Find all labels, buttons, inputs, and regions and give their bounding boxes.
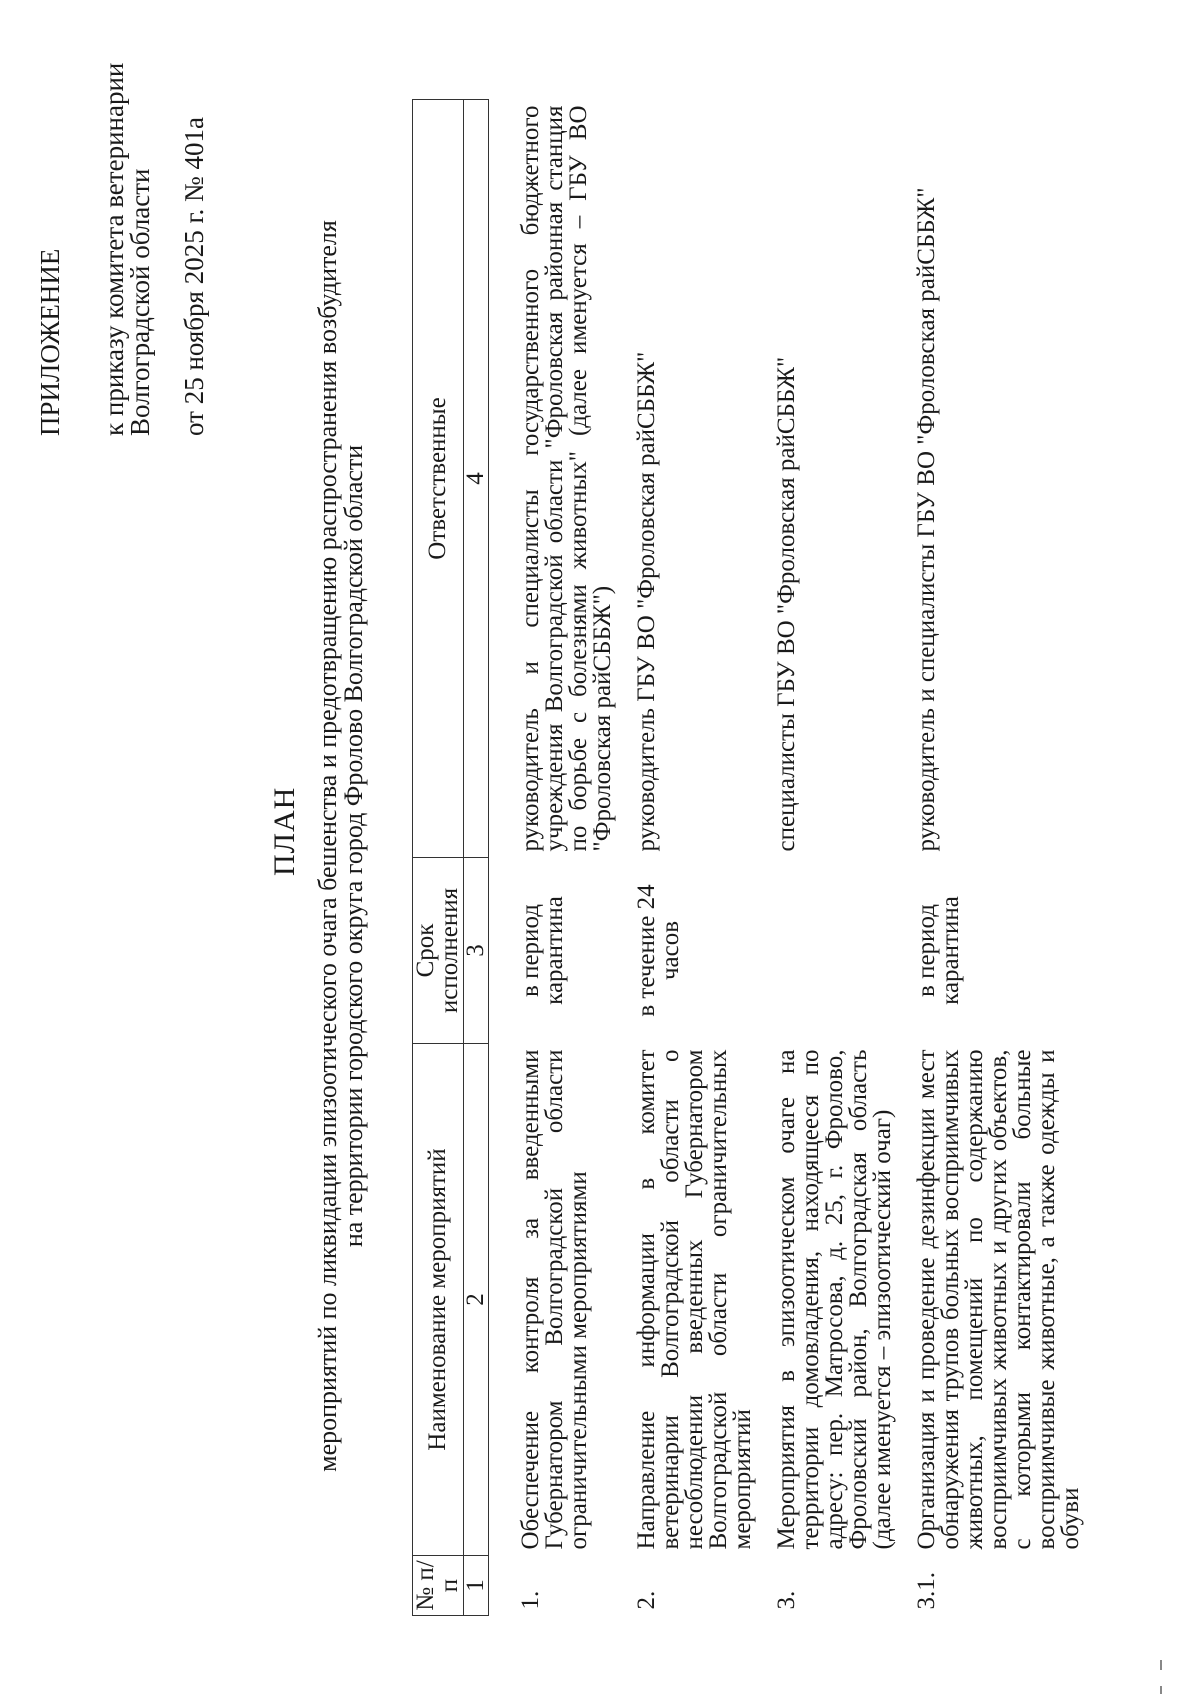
row-term: в течение 24 часов <box>633 884 684 1017</box>
row-term: в период карантина <box>517 896 568 1005</box>
table-row <box>489 100 630 1616</box>
table-row <box>769 100 909 1616</box>
row-name: Мероприятия в эпизоотическом очаге на территории домовладения, находящееся по адресу: пер. Матросова, д. 25, г. Фролово, Фроловский район, Волгоградская область (далее именуется – эпизоотический очаг) <box>773 1049 896 1550</box>
row-responsible: руководитель ГБУ ВО "Фроловская райСББЖ" <box>633 351 660 852</box>
row-number: 1. <box>517 1590 544 1610</box>
header-responsible: Ответственные <box>413 100 464 858</box>
order-line-2: Волгоградской области <box>125 168 155 436</box>
order-date: от 25 ноября 2025 г. № 401а <box>179 117 209 436</box>
row-name: Направление информации в комитет ветеринарии Волгоградской области о несоблюдении введенных Губернатором Волгоградской области ограничительных мероприятий <box>633 1049 756 1550</box>
table-header-row <box>413 100 464 1616</box>
plan-table <box>412 99 1097 1616</box>
row-name: Обеспечение контроля за введенными Губернатором Волгоградской области ограничительными мероприятиями <box>517 1049 592 1550</box>
row-name: Организация и проведение дезинфекции мест обнаружения трупов больных восприимчивых животных, помещений по содержанию восприимчивых животных и других объектов, с которыми контактировали больные восприимчивые животные, а также одежды и обуви <box>913 1049 1084 1550</box>
plan-subtitle-line-1: мероприятий по ликвидации эпизоотического очага бешенства и предотвращению распространения возбудителя <box>313 220 342 1472</box>
table-row <box>909 100 1097 1616</box>
row-responsible: специалисты ГБУ ВО "Фроловская райСББЖ" <box>773 356 800 852</box>
scan-mark <box>1160 1660 1162 1670</box>
plan-subtitle-line-2: на территории городского округа город Фролово Волгоградской области <box>339 444 368 1248</box>
column-number: 3 <box>464 858 489 1044</box>
appendix-label: ПРИЛОЖЕНИЕ <box>35 248 65 436</box>
row-term <box>769 858 909 1044</box>
column-number-row <box>464 100 489 1616</box>
column-number: 2 <box>464 1044 489 1556</box>
row-responsible: руководитель и специалисты ГБУ ВО "Фроловская райСББЖ" <box>913 187 940 852</box>
order-line-1: к приказу комитета ветеринарии <box>99 62 129 436</box>
column-number: 4 <box>464 100 489 858</box>
header-term: Срок исполнения <box>413 858 464 1044</box>
row-number: 3.1. <box>913 1572 940 1610</box>
plan-title: ПЛАН <box>268 786 301 876</box>
header-num: № п/п <box>413 1556 464 1616</box>
row-responsible: руководитель и специалисты государственного бюджетного учреждения Волгоградской области "Фроловская районная станция по борьбе с болезнями животных" (далее именуется – ГБУ ВО "Фроловская райСББЖ") <box>517 105 616 852</box>
header-name: Наименование мероприятий <box>413 1044 464 1556</box>
scan-mark <box>1160 1686 1162 1694</box>
row-term: в период карантина <box>913 896 964 1005</box>
row-number: 3. <box>773 1590 800 1610</box>
column-number: 1 <box>464 1556 489 1616</box>
row-number: 2. <box>633 1590 660 1610</box>
table-row <box>629 100 769 1616</box>
